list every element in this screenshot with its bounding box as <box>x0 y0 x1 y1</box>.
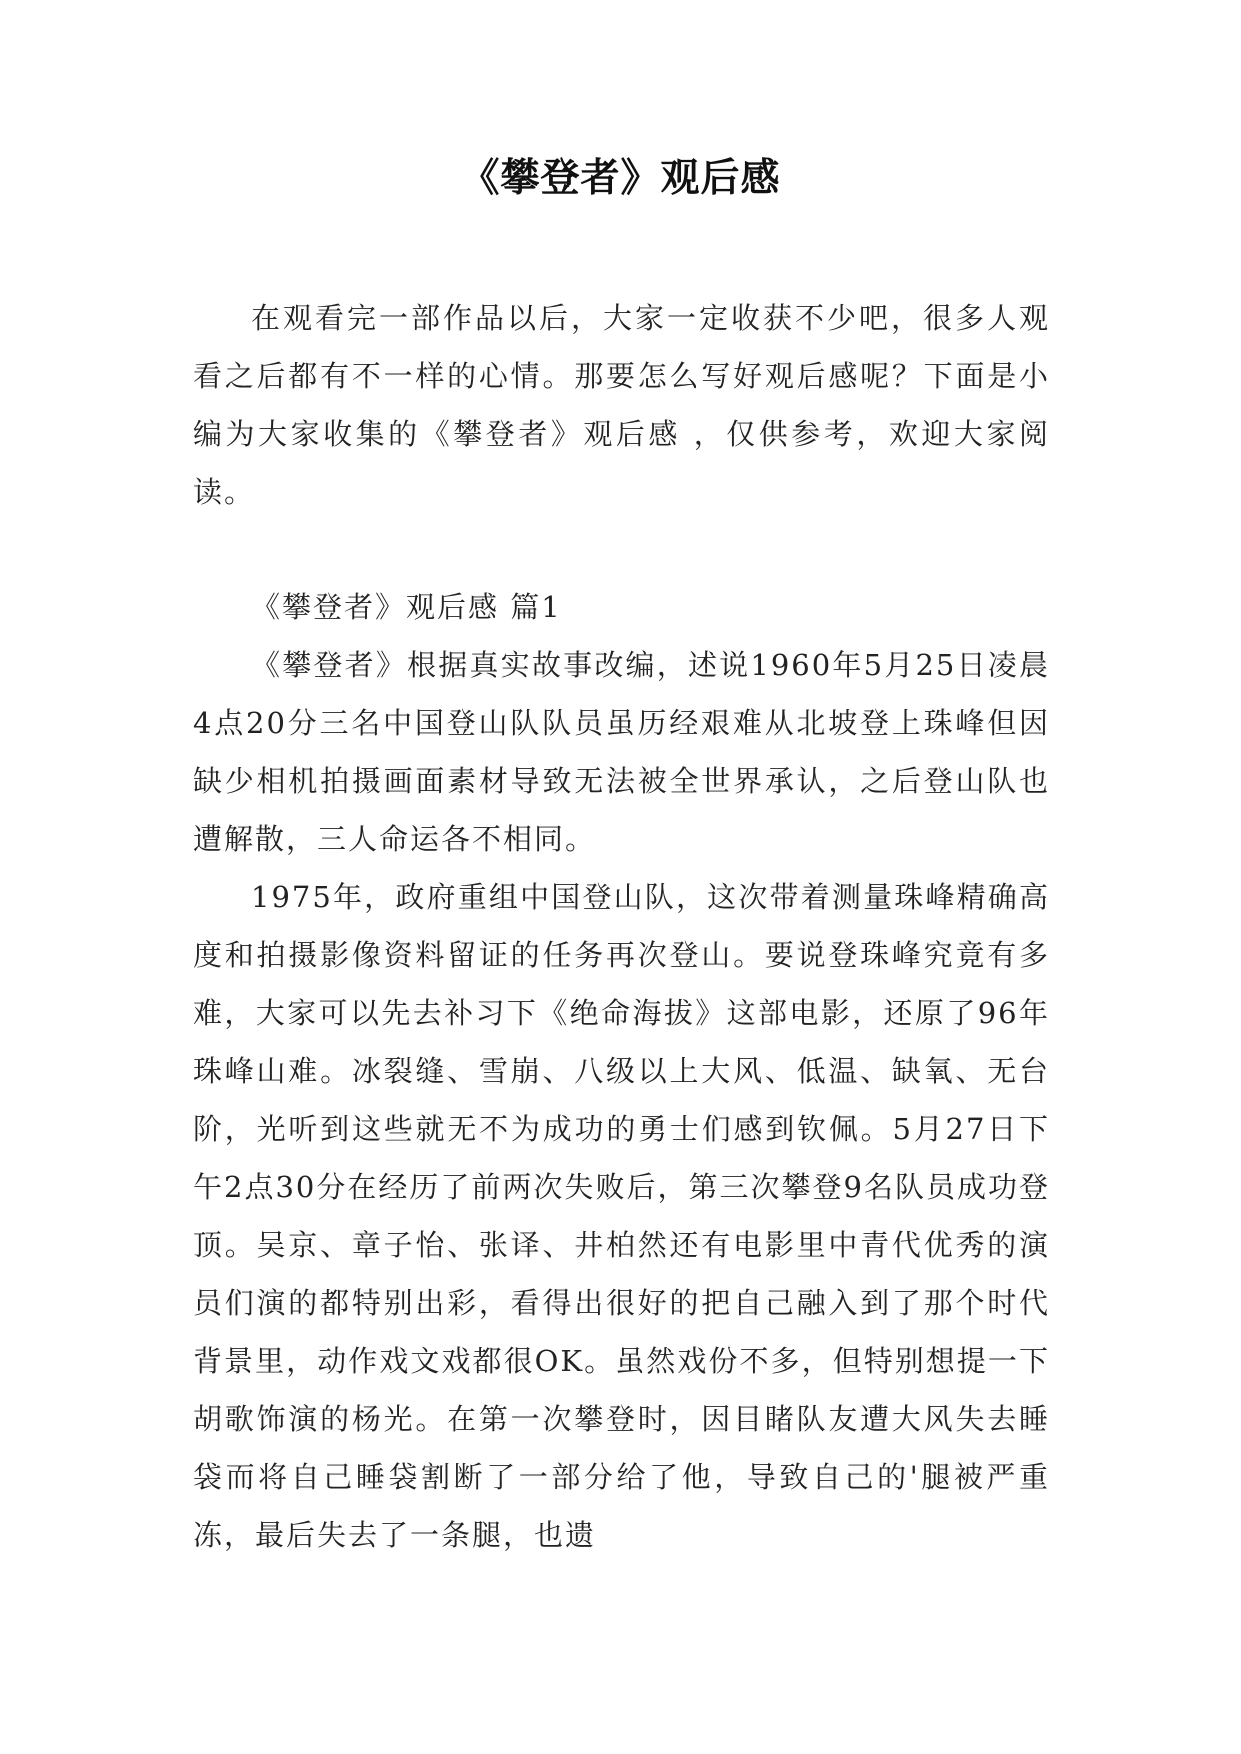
intro-paragraph: 在观看完一部作品以后，大家一定收获不少吧，很多人观看之后都有不一样的心情。那要怎么写好观后感呢？下面是小编为大家收集的《攀登者》观后感 ，仅供参考，欢迎大家阅读。 <box>193 301 1050 509</box>
section-block <box>193 578 1050 1564</box>
body-paragraph-1: 《攀登者》根据真实故事改编，述说1960年5月25日凌晨4点20分三名中国登山队队员虽历经艰难从北坡登上珠峰但因缺少相机拍摄画面素材导致无法被全世界承认，之后登山队也遭解散，三人命运各不相同。 <box>193 648 1050 856</box>
body-paragraph-2: 1975年，政府重组中国登山队，这次带着测量珠峰精确高度和拍摄影像资料留证的任务再次登山。要说登珠峰究竟有多难，大家可以先去补习下《绝命海拔》这部电影，还原了96年珠峰山难。冰裂缝、雪崩、八级以上大风、低温、缺氧、无台阶，光听到这些就无不为成功的勇士们感到钦佩。5月27日下午2点30分在经历了前两次失败后，第三次攀登9名队员成功登顶。吴京、章子怡、张译、井柏然还有电影里中青代优秀的演员们演的都特别出彩，看得出很好的把自己融入到了那个时代背景里，动作戏文戏都很OK。虽然戏份不多，但特别想提一下胡歌饰演的杨光。在第一次攀登时，因目睹队友遭大风失去睡袋而将自己睡袋割断了一部分给了他，导致自己的'腿被严重冻，最后失去了一条腿，也遗 <box>193 880 1050 1552</box>
section-heading: 《攀登者》观后感 篇1 <box>251 590 562 624</box>
intro-block <box>193 289 1050 521</box>
document-title: 《攀登者》观后感 <box>460 155 781 201</box>
